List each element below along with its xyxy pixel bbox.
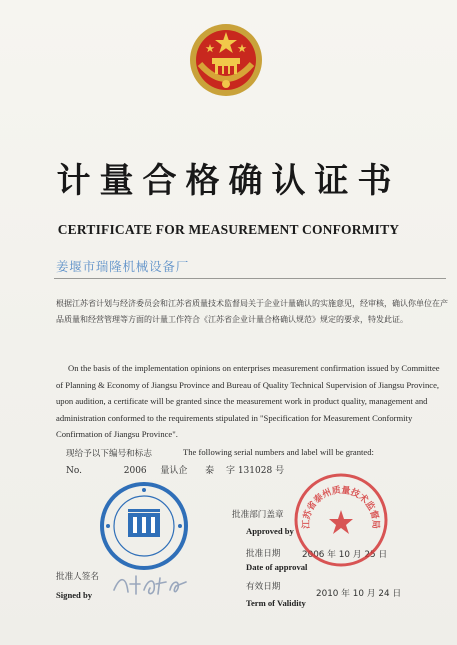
approval-date-value: 2006 年 10 月 25 日 — [302, 550, 388, 560]
serial-char: 泰 — [205, 466, 215, 476]
seal-text: 江苏省泰州质量技术监督局 — [301, 485, 381, 529]
serial-number: 131028 — [237, 466, 273, 476]
national-emblem-icon — [188, 22, 264, 98]
serial-number-line — [66, 463, 284, 476]
validity-date-value: 2010 年 10 月 24 日 — [316, 589, 402, 599]
signature-mark-icon — [110, 570, 190, 598]
approval-date-label-cn: 批准日期 — [246, 549, 281, 559]
validity-label-cn: 有效日期 — [246, 582, 281, 592]
approval-dept-label-cn: 批准部门盖章 — [232, 510, 284, 520]
approval-date-label-en: Date of approval — [246, 562, 308, 572]
official-red-seal-icon — [291, 470, 391, 570]
serial-year: 2006 — [123, 466, 147, 476]
certificate-title-cn: 计量合格确认证书 — [56, 161, 401, 201]
company-underline — [54, 278, 446, 279]
serial-no-label: No. — [66, 466, 82, 476]
approved-by-label: Approved by — [246, 526, 294, 536]
serial-label-cn: 现给予以下编号和标志 — [66, 449, 152, 459]
measurement-conformity-label-icon — [98, 480, 190, 572]
serial-num-prefix: 字 — [225, 466, 235, 476]
certificate-title-en: CERTIFICATE FOR MEASUREMENT CONFORMITY — [57, 222, 400, 237]
signer-label-cn: 批准人签名 — [56, 572, 99, 582]
serial-suffix: 号 — [275, 466, 285, 476]
serial-mid: 量认企 — [160, 466, 188, 476]
body-text-en: On the basis of the implementation opinions on enterprises measurement confirmation issued by Committee of Planning & Economy of Jiangsu Province and Bureau of Quality Technical Supervision of Jiangsu Province, upon audition, a certificate will be granted since the measurement work in product quality, management and administration conformed to the requirements stipulated in "Specification for Measurement Conformity Confirmation of Jiangsu Province". — [56, 363, 440, 440]
body-text-cn: 根据江苏省计划与经济委员会和江苏省质量技术监督局关于企业计量确认的实施意见，经审核，确认你单位在产品质量和经营管理等方面的计量工作符合《江苏省企业计量合格确认规范》规定的要求，特发此证。 — [56, 299, 448, 324]
serial-label-en: The following serial numbers and label will be granted: — [183, 447, 374, 457]
signer-label-en: Signed by — [56, 590, 93, 600]
validity-label-en: Term of Validity — [246, 598, 306, 608]
company-name: 姜堰市瑞隆机械设备厂 — [56, 259, 190, 274]
